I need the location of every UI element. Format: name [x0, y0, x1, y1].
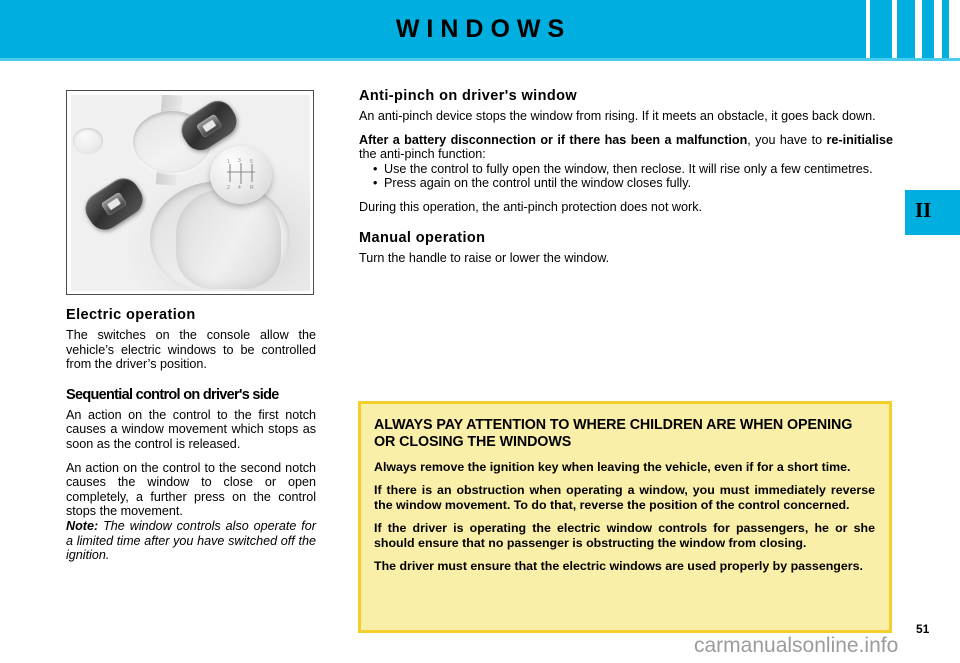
- paragraph-manual-operation: Turn the handle to raise or lower the window.: [359, 250, 610, 265]
- paragraph-sequential-first-notch: An action on the control to the first notch causes a window movement which stops as soon as the control is released.: [66, 407, 316, 451]
- heading-manual-operation: Manual operation: [359, 229, 486, 246]
- list-item-label: Use the control to fully open the window, then reclose. It will rise only a few centimetres.: [384, 161, 873, 176]
- lead-rest-text-1: , you have to: [747, 132, 827, 147]
- note-label: Note:: [66, 518, 99, 533]
- heading-sequential-control: Sequential control on driver's side: [66, 386, 279, 403]
- lead-bold-text: After a battery disconnection or if there has been a malfunction: [359, 132, 748, 147]
- heading-electric-operation: Electric operation: [66, 307, 196, 323]
- page-number: 51: [916, 622, 930, 636]
- svg-text:3: 3: [237, 157, 241, 164]
- page-title: WINDOWS: [395, 15, 572, 43]
- svg-text:2: 2: [226, 184, 230, 191]
- switch-rocker-shape: [196, 113, 223, 138]
- warning-callout-box: [358, 401, 892, 633]
- chapter-tab-marker: [905, 190, 960, 235]
- paragraph-battery-disconnection: [359, 133, 893, 162]
- watermark-text: carmanualsonline.info: [694, 634, 899, 657]
- warning-title: ALWAYS PAY ATTENTION TO WHERE CHILDREN ARE WHEN OPENING OR CLOSING THE WINDOWS: [374, 417, 853, 450]
- svg-text:5: 5: [249, 158, 253, 165]
- anti-pinch-reinit-steps: [359, 162, 893, 191]
- left-column-text: [66, 307, 316, 563]
- photo-content: [71, 95, 310, 291]
- bullet-dot-icon: •: [373, 176, 378, 191]
- paragraph-electric-operation: The switches on the console allow the vehicle’s electric windows to be controlled from the driver’s position.: [66, 328, 316, 372]
- list-item: [359, 162, 893, 177]
- warning-paragraph-obstruction: If there is an obstruction when operating a window, you must immediately reverse the window movement. To do that, reverse the position of the control concerned.: [374, 483, 875, 512]
- lead-bold-text-2: re-initialise: [826, 132, 893, 147]
- svg-text:1: 1: [226, 158, 230, 165]
- left-column: [66, 90, 316, 563]
- chapter-tab-label: II: [915, 198, 932, 222]
- centre-console-photo: [66, 90, 314, 295]
- switch-rocker-shape: [101, 192, 128, 217]
- note-text: The window controls also operate for a limited time after you have switched off the ignition.: [66, 518, 316, 563]
- paragraph-sequential-second-notch: An action on the control to the second notch causes the window to close or open completely, a further press on the control stops the movement.: [66, 460, 316, 519]
- warning-paragraph-proper-use: The driver must ensure that the electric windows are used properly by passengers.: [374, 559, 863, 574]
- header-underline: [0, 58, 960, 61]
- warning-paragraph-ignition-key: Always remove the ignition key when leaving the vehicle, even if for a short time.: [374, 460, 851, 474]
- console-small-knob-shape: [73, 128, 103, 154]
- gear-lever-knob-shape: [210, 146, 272, 204]
- right-column: [359, 88, 893, 265]
- heading-anti-pinch: Anti-pinch on driver's window: [359, 88, 578, 104]
- list-item-label: Press again on the control until the window closes fully.: [384, 176, 692, 191]
- bullet-dot-icon: •: [373, 161, 378, 176]
- front-window-switch-shape: [80, 172, 149, 235]
- gear-pattern-icon: [221, 158, 261, 192]
- lead-rest-text-2: the anti-pinch function:: [359, 147, 486, 162]
- svg-text:R: R: [249, 184, 254, 191]
- paragraph-anti-pinch-device: An anti-pinch device stops the window from rising. If it meets an obstacle, it goes back down.: [359, 109, 876, 123]
- gear-lever-gaiter-shape: [176, 189, 281, 289]
- note-ignition-off: [66, 519, 316, 563]
- svg-text:4: 4: [237, 184, 241, 191]
- paragraph-anti-pinch-disabled: During this operation, the anti-pinch protection does not work.: [359, 199, 703, 214]
- warning-paragraph-passenger-controls: If the driver is operating the electric window controls for passengers, he or she should ensure that no passenger is obstructing the window from closing.: [374, 521, 875, 550]
- list-item: [359, 176, 893, 191]
